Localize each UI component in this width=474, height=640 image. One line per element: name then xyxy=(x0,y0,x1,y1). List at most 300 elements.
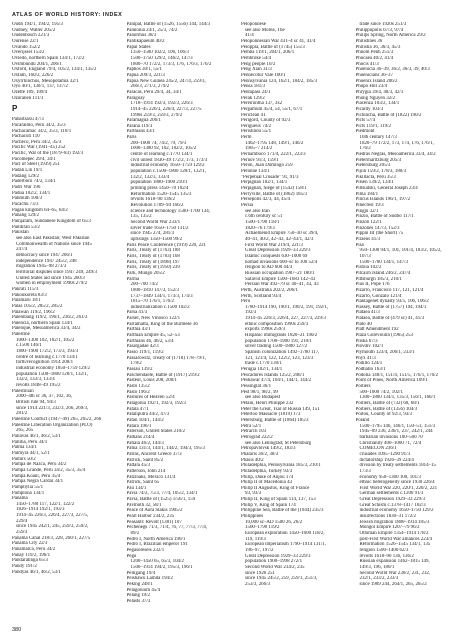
index-entry: Pennsylvania 124, 162/1, 184/2, 185/3 xyxy=(241,78,318,84)
index-subentry: exports 1990s 259/3 xyxy=(245,327,286,333)
index-subentry: First World War 219/4, 221/3 xyxy=(245,242,303,248)
index-entry: Pastures of Heaven 52/4 xyxy=(126,395,175,401)
index-subentry: Second World War 234/2, 235 xyxy=(245,565,305,570)
index-entry: Peloppia, Battle of (1745) 155/3 xyxy=(241,44,305,50)
index-subentry: Great Schism c.1378–1417 102/3 xyxy=(359,502,426,508)
index-entry: Peasants' Revolt (1381) 107 xyxy=(126,519,182,525)
index-entry: Pessinglat 36/1 xyxy=(241,384,272,389)
index-entry: Paris, Treaty of (1763) 188 xyxy=(126,248,180,254)
index-entry: Palma 134/1 xyxy=(12,445,37,451)
index-entry: Perugia 102/1, 134/1 xyxy=(241,367,283,373)
index-entry: Plovdiv 102/1 xyxy=(355,344,384,350)
index-entry: Ozoranen 111/3 xyxy=(12,95,44,101)
index-entry: Podolia 148/1, 151/4, 151/5, 176/1, 176/2 xyxy=(355,372,438,378)
index-entry: Pisa xyxy=(355,242,364,248)
index-entry: Pacific, War of the (1879–83) 192/3 xyxy=(12,151,84,157)
index-entry: Pittsburgh 185/3, 210/1 xyxy=(355,276,402,282)
index-entry: Piedmont xyxy=(355,129,375,135)
index-subentry: United States aid since 1945 260/3 xyxy=(16,275,85,281)
index-subentry: 1737–1849 134/1, 173/3, 174/3 xyxy=(130,293,193,299)
index-subentry: silver trading 1500–1800 127/2 xyxy=(245,344,308,350)
index-entry: Pahmuth 100/3 xyxy=(12,196,43,202)
index-subentry: 192/3 xyxy=(245,310,257,316)
index-entry: Pereiruntha 137, 3x2 xyxy=(241,101,283,107)
index-entry: Piedras Negras, Mesoamerica 33/4, 34/2 xyxy=(355,152,436,158)
index-subentry: industrialization c.1500 102/2 xyxy=(130,304,190,310)
index-entry: Parthians 43/1 xyxy=(126,129,155,135)
index-subentry: Safavid Empire 1500–1683 142–43 xyxy=(245,276,316,282)
index-entry: Pavia 74/2, 75/3, 77/4, 105/2, 134/1 xyxy=(126,491,198,497)
index-entry: Pescadores Islands 125/2, 206/1 xyxy=(241,372,305,378)
index-entry: Padang 129/2 xyxy=(12,173,40,179)
index-subentry: 1500–1700 134/1, 147/3 xyxy=(359,259,408,265)
index-subentry: silver trade 1650–1750 131/2 xyxy=(130,225,189,231)
index-entry: Pamplona 134/1 xyxy=(12,490,45,496)
index-entry: Plataea 41/3 xyxy=(355,310,380,316)
index-entry: Pacomepec 29/4, 34/1 xyxy=(12,156,56,162)
page-number: 380 xyxy=(12,627,22,633)
index-entry: Panormus 38/3 xyxy=(126,33,157,39)
index-entry: Panama Canal 218/3, 228, 260/1, 227/5 xyxy=(12,535,91,541)
index-entry: Phoenix Island 206/2 xyxy=(355,78,398,84)
index-entry: Peru xyxy=(241,299,251,305)
index-subentry: 500–1000 74/2, 102/1 xyxy=(359,389,403,395)
index-entry: Patna 131/3, 144/1, 144/2, 194/3, 195/3 xyxy=(126,446,205,452)
index-entry: Pétain, Henri Philippe 232 xyxy=(241,400,294,406)
index-entry: Ourense 22/1 xyxy=(12,38,39,44)
index-subentry: 196–97, 197/2 xyxy=(245,548,274,554)
index-entry: Philippines xyxy=(241,514,264,520)
index-entry: Pattala 45/3 xyxy=(126,463,150,469)
index-entry: Pasto 135/2 xyxy=(126,384,150,389)
index-entry: Pima 184/1 xyxy=(355,191,379,197)
index-subentry: religion to AD 600 44/3 xyxy=(245,265,293,271)
index-entry: Perpignan, Siege of (1542) 158/1 xyxy=(241,186,307,192)
index-entry: Phoenicia 36–39, 36/2, 36/3, 39, 40/3 xyxy=(355,67,430,73)
index-subentry: 93, 93/3 xyxy=(245,491,262,497)
index-entry: Pikillacta, Peru 35/3 xyxy=(355,174,396,180)
index-entry: Pampa Negra Cardal 34/1 xyxy=(12,479,64,485)
index-entry: Palmyra 44/1, 52/1 xyxy=(12,450,50,456)
index-entry: Pingju 32/1 xyxy=(355,208,379,214)
index-entry: Palestinian xyxy=(12,388,34,394)
index-subentry: crusades 1095–1290 91/3 xyxy=(359,451,410,457)
index-subentry: Commonwealth of Nations since 1945 xyxy=(16,241,92,247)
index-subentry: 1000–1300 102, 102/1, 105/2 xyxy=(16,337,75,343)
index-entry: Oxyrrhinchus, Mesopotamia 32/1 xyxy=(12,78,79,84)
index-column-4 xyxy=(356,22,465,620)
index-entry: Pacachu 73/3 xyxy=(12,202,39,208)
index-subentry: revolts 1618–90 136/2 xyxy=(130,197,175,203)
index-subentry: c.1500 146/1 xyxy=(16,343,42,349)
index-subentry: 1200–1450 65, 65/3, 104/2 xyxy=(130,559,184,565)
index-subentry: ethnic composition 1990s 259/3 xyxy=(245,321,309,327)
index-subentry: Great Depression 1929–33 229/3 xyxy=(245,248,311,254)
index-entry: Pensa 181/3 xyxy=(241,84,266,90)
index-entry: Philip V, King of Spain 174 xyxy=(241,502,296,508)
index-subentry: civil unrest 1830–49 172/2, 173, 173/3 xyxy=(130,157,208,163)
index-entry: Pest 98/1, 98/2, 99 xyxy=(241,389,278,395)
index-entry: Plassey, Battle of (1757) 194, 194/1 xyxy=(355,304,427,310)
index-entry: Pippin III (the Short) 75 xyxy=(355,231,404,237)
index-subentry: 1500–1795 146, 146/1, 150–51, 151/3 xyxy=(359,423,436,429)
index-entry: Palas 105/2, 285/2, 285/2 xyxy=(12,303,63,309)
index-entry: Parsa 41/3 xyxy=(126,310,148,316)
index-entry: Pakoukoreta 83/3 xyxy=(12,292,47,298)
index-entry: Peter the Great, Tsar of Russia 149, 151 xyxy=(241,406,320,412)
index-subentry: Second World War 230/2, 231, 232, xyxy=(359,570,431,576)
index-subentry: c.6th century sc 51 xyxy=(245,214,283,220)
index-entry: Pilsen 139/2, 134/1 xyxy=(355,180,394,186)
index-subentry: 281/2 xyxy=(16,411,28,417)
index-subentry: centre of learning c.1770 134/1 xyxy=(16,354,78,360)
index-entry: Peloponnese xyxy=(241,22,266,27)
index-subentry: territorial disputes since 1947 249, 249/3 xyxy=(16,269,97,275)
index-entry: Pizarro, Gonzalo 121/4 xyxy=(355,293,402,299)
index-subentry: 265, 265 xyxy=(16,428,34,434)
index-entry: Palestine xyxy=(12,332,30,338)
index-subentry: 1820–76 179/3 xyxy=(245,225,275,231)
index-subentry: Reformation 1520–1545 135/3 xyxy=(130,191,192,197)
index-entry: Overijssel 153/2 xyxy=(12,50,45,56)
index-entry: Plymouth 123/4, 206/1, 233/1 xyxy=(355,350,415,356)
index-subentry: population 1800–1900 210/1 xyxy=(130,180,188,186)
index-entry: Picts 57/4 xyxy=(355,118,376,124)
index-subentry: post-First World War alliances 223/4 xyxy=(359,536,433,542)
index-subentry: nomad invasions 600–sc to 100 52/4 xyxy=(245,259,318,265)
index-entry: Peristinou 55/1 xyxy=(241,129,272,135)
index-entry: Ovimbundu 204/1, 206/1 xyxy=(12,61,62,67)
index-entry: Pacheco, Peru 34/2, 35/3 xyxy=(12,139,62,145)
index-subentry: industrial economy 1850–1759 129/2 xyxy=(16,366,90,372)
index-entry: Pincus Islands 196/1, 197/2 xyxy=(355,197,411,203)
index-subentry: 1500–1914 194/2, 195/3, 196/1 xyxy=(130,565,193,570)
index-entry: Papua 209/3, 221/3 xyxy=(126,72,165,78)
index-subentry: since 1945 274, 281/3 xyxy=(130,231,175,237)
index-entry: Pampa Koani, Peru 35/4 xyxy=(12,473,61,479)
index-subentry: 121, 121/4, 122, 122/2, 123, 123/3 xyxy=(245,355,314,361)
index-subentry: since 1914 221/3, 232/3, 266, 269/3, xyxy=(16,405,89,411)
index-entry: Perth, Scotland 93/4 xyxy=(241,293,282,299)
index-subentry: dictatorship 1926–39 224/4 xyxy=(359,457,414,463)
index-entry: Péronne 134/1 xyxy=(241,169,270,175)
index-entry: Pinzon 122/1 xyxy=(355,219,382,225)
index-entry: Phalaris 36/2, 38/3 xyxy=(241,451,279,457)
index-subentry: Ottoman Empire 1354–1914 178/2 xyxy=(359,531,429,537)
index-entry: Poland xyxy=(355,417,370,423)
index-entry: Philip, Duke of Anjou 174 xyxy=(241,474,294,480)
index-entry: Paraguay xyxy=(126,95,145,101)
index-entry: Parthian Empire 45, 52–53 xyxy=(126,333,180,339)
index-entry: Patara 196/1 xyxy=(126,423,152,429)
index-entry: Paterson, United States 210/2 xyxy=(126,429,185,435)
index-subentry: 1000–1300 92, 102, 102/2, 105/2 xyxy=(130,146,197,152)
running-head: ATLAS OF WORLD HISTORY: INDEX xyxy=(12,12,123,18)
index-subentry: 1914–45 226/3, 226/4, 227, 227/3, 229/3 xyxy=(245,316,326,322)
index-subentry: trade c.1770 130/1 xyxy=(245,361,282,367)
index-entry: Pnyx 41/3 xyxy=(355,355,376,361)
index-entry: Pegasoreseis 232/1 xyxy=(126,548,165,554)
index-subentry: see also Iran xyxy=(245,208,270,214)
index-entry: Parthians 46, 46/2, 53/4 xyxy=(126,338,174,344)
index-entry: Pentapass 24/1 xyxy=(241,89,271,95)
index-subentry: see also Morea, The xyxy=(245,27,285,33)
index-entry: Pernambuco 171/4, 222/1, 223/3 xyxy=(241,152,306,158)
index-entry: Ovando 152/2 xyxy=(12,44,41,50)
index-entry: Paris, Treaty of (1898) 197 xyxy=(126,259,180,265)
index-subentry: 173/3 xyxy=(359,468,371,474)
index-entry: Pegu xyxy=(126,553,137,559)
index-entry: Pichincha, Battle of (1822) 190/2 xyxy=(355,112,422,118)
index-entry: Parramatta, King of the Burmese 36 xyxy=(126,321,198,327)
index-subentry: printing press 1450–70 102/4 xyxy=(130,186,189,192)
index-entry: Pietersburg 205/3 xyxy=(355,163,391,169)
index-subentry: 1815–70 176/1, 176/2 xyxy=(130,299,174,305)
index-entry: Peterloo Massacre (1819) 173 xyxy=(241,412,301,418)
index-entry: Perryville, Battle of (1862) 185/3 xyxy=(241,191,307,197)
index-entry: Phocis 41/3 xyxy=(355,61,379,67)
index-entry: Pantikapaeum 40/2 xyxy=(126,38,165,44)
index-subentry: see also East Pakistan; West Pakistan xyxy=(16,235,90,241)
index-entry: Périgueux 74/2 xyxy=(241,123,272,129)
index-entry: Peishawu Lamda 194/2 xyxy=(126,576,173,582)
index-entry: Panipat, Battle of (1526, 1556) 144, 144/3 xyxy=(126,22,211,27)
index-entry: Pataliputra 44/2, 47/3 xyxy=(126,412,170,418)
index-subentry: since 1926 251 xyxy=(245,570,275,576)
index-subentry: Revolution 1789–94 166/2 xyxy=(130,203,184,208)
index-entry: Pelang 19/2 xyxy=(126,593,150,599)
index-entry: Pitcairn Island 246/2, 247/4 xyxy=(355,270,411,276)
index-entry: Pasto 196/2 xyxy=(126,389,150,395)
index-subentry: 107/3 xyxy=(359,253,371,259)
index-entry: Perigord, County of 92/3 xyxy=(241,118,291,124)
index-subentry: Islamic conquests 630–1000 69 xyxy=(245,253,308,259)
index-subentry: since 1989 244, 264/1, 265, 265/2 xyxy=(359,581,427,587)
index-subentry: 10,000 sc–AD 1500 26, 26/2 xyxy=(245,519,303,525)
index-subentry: Persian War 492–79 sc 40–41, 43, 43 xyxy=(245,282,319,288)
index-entry: Patras, Ancient Greece 37/3 xyxy=(126,451,182,457)
index-subentry: 89/2 xyxy=(130,531,140,537)
index-entry: Plaza Gurevoulin (1965) 253 xyxy=(355,333,413,339)
index-entry: Perm xyxy=(241,135,252,141)
index-subentry: European exploration 1450–1600 118/2, xyxy=(245,531,325,537)
index-entry: Patiala 46/2, 144/3 xyxy=(126,440,164,446)
index-entry: Plataea, Battle of (479 sc) 41, 41/3 xyxy=(355,316,425,322)
index-entry: Pietermaritzburg 205/3 xyxy=(355,157,402,163)
index-entry: Pearl Harbor 234/2, 235 xyxy=(126,514,175,520)
index-entry: Paderborn 74/2, 134/1 xyxy=(12,179,57,185)
index-entry: Phocaea 40/2, 41/4 xyxy=(355,55,394,61)
index-subentry: 1914–45 226/3, 226/4, 227/3, 227/5, xyxy=(16,513,89,519)
index-subentry: 1500–1790 118/1 xyxy=(245,219,280,225)
index-subentry: science and technology 1500–1700 134, xyxy=(130,208,210,214)
index-subentry: industrial economy 1650–1759 129/2 xyxy=(130,163,205,169)
index-subentry: centre of learning c.1770 134/1 xyxy=(130,152,193,158)
index-entry: Paitdiran 53/2 xyxy=(12,224,40,230)
index-subentry: Spanish colonization 1492–1780 117, xyxy=(245,350,320,356)
index-subentry: insurrections 1830–31 172/2 xyxy=(359,514,417,520)
index-entry: Pius II, Pope 176 xyxy=(355,282,390,288)
index-subentry: 2000–4th sc 36, 37, 102, 36, xyxy=(16,394,73,400)
index-entry: Panamarca, Peru 34/2 xyxy=(12,547,56,553)
index-subentry: 1300–1800 134/1, 135/3, 156/1, 166/1 xyxy=(359,395,436,401)
index-entry: Pavmoth 32, 58/1 xyxy=(126,502,162,508)
index-subentry: Great Depression 1929–33 229/3 xyxy=(359,497,425,503)
index-entry: Pembroke 54/4 xyxy=(241,55,272,61)
index-subentry: since 1945 245/2, 259, 259/1, 251/3, xyxy=(245,576,318,582)
index-entry: Padri War 196 xyxy=(12,185,41,191)
index-entry: Patan 104/1, 144/2 xyxy=(126,417,164,423)
index-entry: Philippine Sea, Battle of the (1944) 235/3 xyxy=(241,508,324,514)
index-entry: Picardy 103/3 xyxy=(355,106,384,112)
index-subentry: 16th century 147/3 xyxy=(359,135,397,141)
index-subentry: forth/recognition 1914 208/1 xyxy=(16,360,74,366)
index-entry: Paracas, Peru 29/4, 34, 34/1 xyxy=(126,89,182,95)
index-entry: Pacific War (1941–45) 252 xyxy=(12,145,66,151)
index-entry: Pampa Grande, Peru 34/2, 35/3, 35/4 xyxy=(12,467,86,473)
index-entry: Park, Mungo 205/2 xyxy=(126,270,165,276)
index-entry: Paschendaele, Battle of (1917) 219/2 xyxy=(126,372,200,378)
index-entry: Phopo Hill 23/4 xyxy=(355,84,388,90)
index-subentry: 266/3, 271/3, 279/2 xyxy=(130,84,170,90)
index-entry: Parana 119/3 xyxy=(126,123,153,129)
index-entry: Panama xyxy=(12,496,28,502)
index-entry: Piraeus 41/3 xyxy=(355,236,381,242)
index-subentry: 1450–1780 117, 122/1, 122/2 xyxy=(16,501,75,507)
index-subentry: 950–1300 94/1, 101, 101/4, 103/2, 105/2, xyxy=(359,248,442,254)
index-entry: Pelasts 37/3 xyxy=(126,598,151,604)
index-entry: Passo 119/1, 119/2 xyxy=(126,350,164,356)
index-subentry: economy 950–1300 100, 101/3 xyxy=(359,474,421,480)
index-subentry: 119, 119/3 xyxy=(245,536,266,542)
index-entry: Oxfam, 160/2, 226/2 xyxy=(12,72,54,78)
index-subentry: 132/2, 133/3, 133/4 xyxy=(16,377,55,383)
index-entry: Pergamum 45/4, 54, 55/1, 67/1 xyxy=(241,106,303,112)
index-entry: Paris, Treaty of (1950) 239 xyxy=(126,265,180,271)
index-entry: Pagan kingdom 64–65, 64/2 xyxy=(12,207,68,213)
index-subentry: 200–1000 74, 74/2, 79, 79/3 xyxy=(130,140,187,146)
index-entry: Pasargadae 42/3 xyxy=(126,344,159,350)
index-entry: Oviedo, northern Spain 134/1, 172/2 xyxy=(12,55,85,61)
index-entry: Poitou, County of 92/3, 93/3 xyxy=(355,412,413,418)
index-entry: Petrograd 222/2 xyxy=(241,434,273,440)
index-subentry: 259/3 xyxy=(16,530,28,536)
index-subentry: Mongol Empire 1207–79 96/2 xyxy=(359,525,420,531)
index-subentry: population 1500–1800 128/1, 132/1, xyxy=(16,371,89,377)
index-subentry: 40–41, 40/2, 42–43, 42–43/1, 42/3 xyxy=(245,236,314,242)
index-entry: Peron, Juan Domingo 259 xyxy=(241,163,293,169)
index-subentry: 135, 135/2 xyxy=(130,214,152,220)
index-subentry: Russian occupation 1907–21 180/1 xyxy=(245,270,315,276)
index-entry: Papal States xyxy=(126,44,151,50)
index-entry: Phung Nguyen 32/2 xyxy=(355,95,395,101)
index-entry: Plato 40 xyxy=(355,321,372,327)
index-entry: Phnom Penh 251/3 xyxy=(355,50,394,56)
index-entry: Palestine Liberation Organization (PLO) xyxy=(12,422,93,428)
index-subentry: trade since 1920s 251/3 xyxy=(359,22,407,27)
index-subentry: COMECON 236/1 xyxy=(359,446,397,452)
index-entry: Palamaru 18/1 xyxy=(12,298,41,304)
index-entry: Petrarch 103 xyxy=(241,429,267,435)
index-entry: Pachacuti 110 xyxy=(12,134,40,140)
index-subentry: since 1945 242/1, 245, 259/3, 259/2, xyxy=(16,524,89,530)
index-entry: Perth, Australia 202/2, 206/1 xyxy=(241,287,298,293)
index-columns xyxy=(12,22,464,620)
index-subentry: 1820–79 172/2, 173, 174, 176, 176/1, xyxy=(359,140,434,146)
index-entry: Paphos 30/1, 55/1 xyxy=(126,67,163,73)
index-entry: Panay 119/2, 196/1 xyxy=(12,552,51,558)
index-entry: Poitiers, Battle of (732) 68, 68/1 xyxy=(355,400,420,406)
index-entry: Picts 119/1, 119/2 xyxy=(355,123,391,129)
index-entry: Philip II, King of Spain 114, 137, 153 xyxy=(241,497,316,503)
index-entry: Palliha, Peru 34/1 xyxy=(12,439,48,445)
index-subentry: 232/1, 233/2, 233/3 xyxy=(359,576,399,582)
index-subentry: 1500–1750 129/2, 146/2, 147/3 xyxy=(130,55,193,61)
index-entry: Padua 102/2, 134/1 xyxy=(12,190,51,196)
index-entry: Phasis 40/2 xyxy=(241,457,264,463)
index-subentry: 149/3, 196, 180/1 xyxy=(359,565,395,570)
index-entry: Point of Pines, North America 109/1 xyxy=(355,378,428,384)
index-entry: Pijiin 159/2, 178/3, 180/3 xyxy=(355,169,407,175)
index-subentry: religion 1500–1400 62/3 xyxy=(359,548,409,554)
index-subentry: 1462–1795 148, 149/1, 146/2 xyxy=(245,140,304,146)
index-entry: Paris xyxy=(126,135,137,141)
index-subentry: 1350–1500 102/2, 106, 106/3 xyxy=(130,50,189,56)
index-entry: Plantagenet dynasty 93/5, 106, 106/2 xyxy=(355,299,429,305)
index-entry: Pacaraimo, Peru 34/2, 35/3 xyxy=(12,122,66,128)
index-entry: Perak 129/2 xyxy=(241,95,265,101)
index-entry: Oxford, England 79/4, 105/2, 134/1, 135/2 xyxy=(12,67,97,73)
index-entry: Pemba 119/1, 204/1, 206/1 xyxy=(241,50,295,56)
index-entry: Panama City 22/3 xyxy=(12,541,48,547)
index-entry: Peng people 10/2 xyxy=(241,61,276,67)
index-subentry: division by treaty settlements 1814–15 xyxy=(359,463,437,469)
index-entry: Oudh 194/1, 194/2, 195/3 xyxy=(12,22,63,27)
index-entry: Philadelphia, Turkey 93/3 xyxy=(241,468,293,474)
index-subentry: population c.1500–1800 128/1, 132/1, xyxy=(130,169,206,175)
index-entry: Pinzones 147/3, 152/3 xyxy=(355,225,400,231)
index-entry: Pliska 67/3 xyxy=(355,338,378,344)
index-entry: Pechenegs 71/3, 71/4, 76, 77, 77/3, 77/4, xyxy=(126,525,208,531)
index-subentry: Second World War 233/1 xyxy=(130,219,181,225)
index-subentry: 1826–1914 192/1, 193/3 xyxy=(16,507,65,513)
index-subentry: independence 1947 245/2, 248 xyxy=(16,258,77,264)
index-subentry: revolts 1848–49 195/2 xyxy=(16,383,61,389)
index-entry: Pasteur, Louis 208, 208/1 xyxy=(126,378,177,384)
index-entry: Phrygia 39/4, 40/3, 42/1 xyxy=(355,89,404,95)
index-entry: Padah Lin 19/1 xyxy=(12,168,43,174)
index-entry: Peking 248/1 xyxy=(126,581,153,587)
index-subentry: Achaemenid Empire 750–30 sc 39/4, xyxy=(245,231,319,237)
index-entry: Paramaguá 206/1 xyxy=(126,118,161,124)
index-subentry: 178/2 xyxy=(130,361,142,367)
index-entry: Phoenicians 36–37 xyxy=(355,72,393,78)
index-subentry: 41/4 xyxy=(245,33,254,39)
index-subentry: European imperialism 1790–1914 131/1, xyxy=(245,542,326,548)
index-subentry: Christianity 400–1000 71, 72/4 xyxy=(359,440,422,446)
index-entry: Peng Xian 31/3 xyxy=(241,67,272,73)
index-entry: "Perpetual Crusade" 91, 91/3 xyxy=(241,174,299,180)
index-entry: Philippopolis 67/3, 97/4 xyxy=(355,27,404,33)
index-entry: Pau 134/1 xyxy=(126,485,147,491)
index-entry: Palestine Conflict (1947–49) 265, 265/2, 266 xyxy=(12,416,102,422)
index-entry: Passarowitz, Treaty of (1718) 178–79/1, xyxy=(126,355,207,361)
index-subentry: democracy since 1947 266/1 xyxy=(16,252,73,258)
index-subentry: 1800–1810 147/3, 152/3 xyxy=(130,287,179,293)
index-subentry: 247/4 xyxy=(16,247,28,253)
index-entry: Patzinaks, Mexico 131/4 xyxy=(126,474,176,480)
index-entry: Philistines 36 xyxy=(355,38,383,44)
